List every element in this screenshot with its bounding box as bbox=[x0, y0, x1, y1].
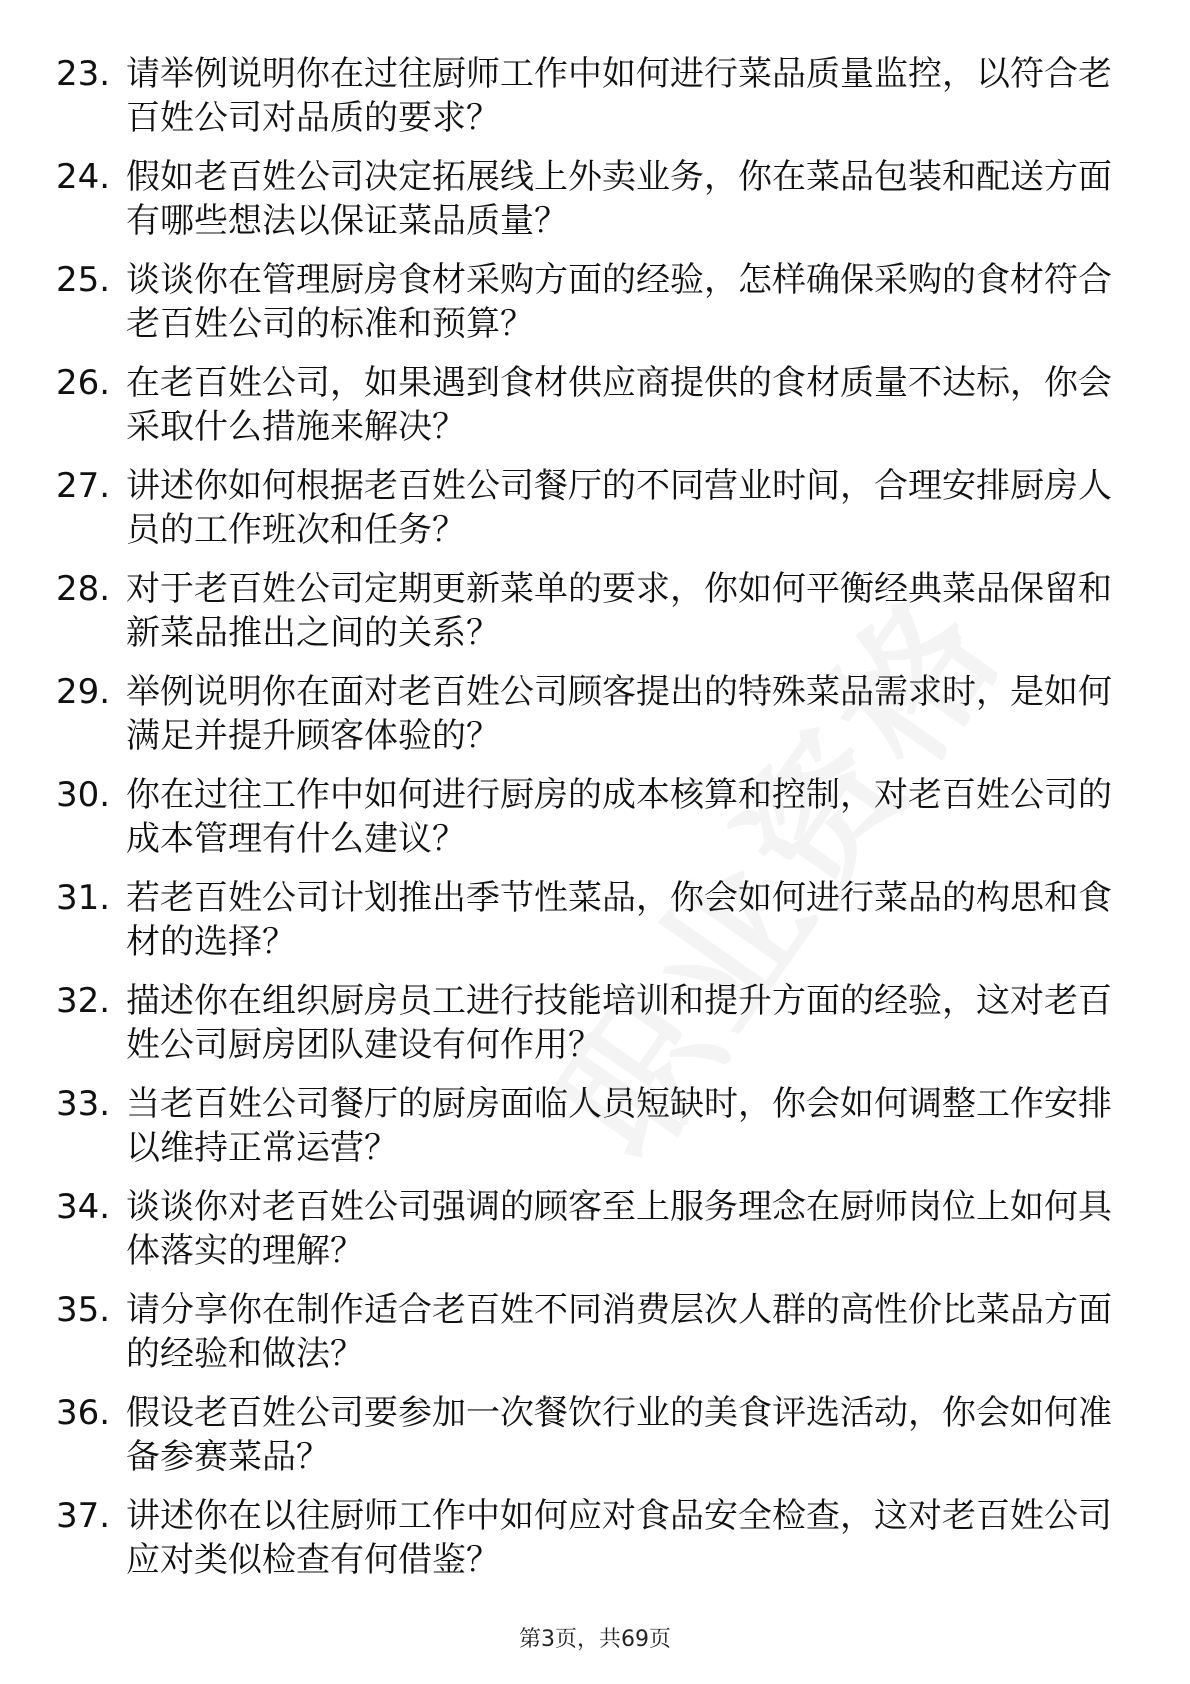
question-text: 请举例说明你在过往厨师工作中如何进行菜品质量监控，以符合老百姓公司对品质的要求？ bbox=[126, 54, 1112, 138]
question-item bbox=[56, 155, 1136, 258]
question-item bbox=[56, 1391, 1136, 1494]
page-footer: 第3页，共69页 bbox=[519, 1627, 671, 1652]
question-number: 34. bbox=[56, 1187, 111, 1227]
question-text: 当老百姓公司餐厅的厨房面临人员短缺时，你会如何调整工作安排以维持正常运营？ bbox=[126, 1084, 1112, 1168]
question-item bbox=[56, 52, 1136, 155]
question-number: 36. bbox=[56, 1393, 111, 1433]
question-text: 假如老百姓公司决定拓展线上外卖业务，你在菜品包装和配送方面有哪些想法以保证菜品质量？ bbox=[126, 157, 1112, 241]
question-number: 25. bbox=[56, 260, 111, 300]
question-number: 37. bbox=[56, 1496, 111, 1536]
question-text: 举例说明你在面对老百姓公司顾客提出的特殊菜品需求时，是如何满足并提升顾客体验的？ bbox=[126, 672, 1112, 756]
question-text: 若老百姓公司计划推出季节性菜品，你会如何进行菜品的构思和食材的选择？ bbox=[126, 878, 1112, 962]
question-item bbox=[56, 1082, 1136, 1185]
question-number: 23. bbox=[56, 54, 111, 94]
question-number: 31. bbox=[56, 878, 111, 918]
question-number: 29. bbox=[56, 672, 111, 712]
question-text: 讲述你如何根据老百姓公司餐厅的不同营业时间，合理安排厨房人员的工作班次和任务？ bbox=[126, 466, 1112, 550]
question-text: 谈谈你对老百姓公司强调的顾客至上服务理念在厨师岗位上如何具体落实的理解？ bbox=[126, 1187, 1112, 1271]
question-text: 在老百姓公司，如果遇到食材供应商提供的食材质量不达标，你会采取什么措施来解决？ bbox=[126, 363, 1112, 447]
question-number: 27. bbox=[56, 466, 111, 506]
question-item bbox=[56, 670, 1136, 773]
question-number: 32. bbox=[56, 981, 111, 1021]
question-text: 对于老百姓公司定期更新菜单的要求，你如何平衡经典菜品保留和新菜品推出之间的关系？ bbox=[126, 569, 1112, 653]
question-item bbox=[56, 979, 1136, 1082]
question-number: 28. bbox=[56, 569, 111, 609]
question-item bbox=[56, 567, 1136, 670]
question-text: 假设老百姓公司要参加一次餐饮行业的美食评选活动，你会如何准备参赛菜品？ bbox=[126, 1393, 1112, 1477]
question-text: 谈谈你在管理厨房食材采购方面的经验，怎样确保采购的食材符合老百姓公司的标准和预算？ bbox=[126, 260, 1112, 344]
question-text: 你在过往工作中如何进行厨房的成本核算和控制，对老百姓公司的成本管理有什么建议？ bbox=[126, 775, 1112, 859]
question-item bbox=[56, 464, 1136, 567]
question-text: 请分享你在制作适合老百姓不同消费层次人群的高性价比菜品方面的经验和做法？ bbox=[126, 1290, 1112, 1374]
question-item bbox=[56, 361, 1136, 464]
question-item bbox=[56, 1288, 1136, 1391]
question-number: 26. bbox=[56, 363, 111, 403]
question-item bbox=[56, 258, 1136, 361]
question-text: 描述你在组织厨房员工进行技能培训和提升方面的经验，这对老百姓公司厨房团队建设有何作用？ bbox=[126, 981, 1112, 1065]
question-item bbox=[56, 773, 1136, 876]
question-item bbox=[56, 1494, 1136, 1597]
question-text: 讲述你在以往厨师工作中如何应对食品安全检查，这对老百姓公司应对类似检查有何借鉴？ bbox=[126, 1496, 1112, 1580]
question-number: 24. bbox=[56, 157, 111, 197]
question-item bbox=[56, 1185, 1136, 1288]
question-list bbox=[56, 52, 1136, 1597]
question-number: 30. bbox=[56, 775, 111, 815]
question-item bbox=[56, 876, 1136, 979]
question-number: 33. bbox=[56, 1084, 111, 1124]
question-number: 35. bbox=[56, 1290, 111, 1330]
